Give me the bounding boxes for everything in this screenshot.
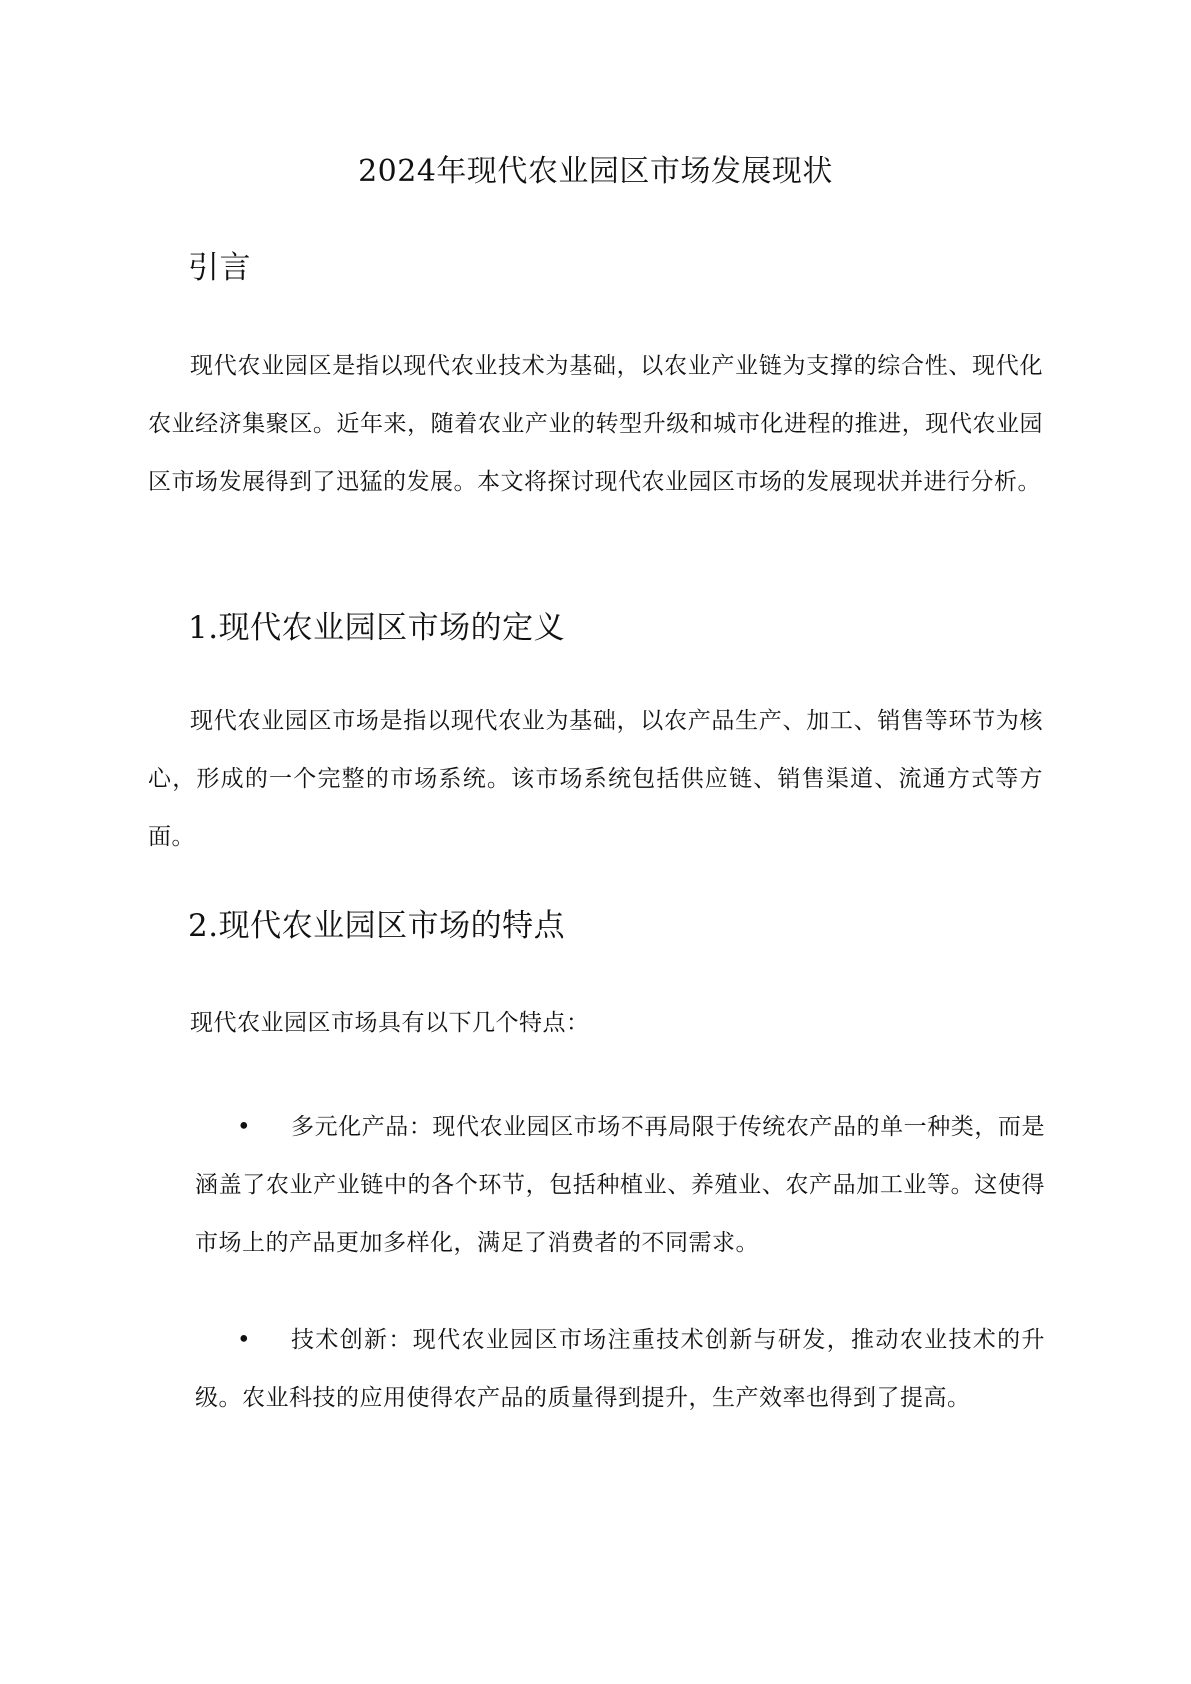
bullet-marker: • <box>237 1327 251 1353</box>
bullet-text: 多元化产品：现代农业园区市场不再局限于传统农产品的单一种类，而是涵盖了农业产业链中的各个环节，包括种植业、养殖业、农产品加工业等。这使得市场上的产品更加多样化，满足了消费者的不同需求。 <box>195 1114 1045 1256</box>
section-1-heading: 1.现代农业园区市场的定义 <box>188 610 566 646</box>
bullet-item-diverse-products <box>195 1098 1045 1272</box>
intro-paragraph: 现代农业园区是指以现代农业技术为基础，以农业产业链为支撑的综合性、现代化农业经济集聚区。近年来，随着农业产业的转型升级和城市化进程的推进，现代农业园区市场发展得到了迅猛的发展。本文将探讨现代农业园区市场的发展现状并进行分析。 <box>148 353 1043 495</box>
bullet-marker: • <box>237 1114 251 1140</box>
bullet-item-tech-innovation <box>195 1311 1045 1427</box>
intro-heading: 引言 <box>188 250 251 286</box>
document-title: 2024年现代农业园区市场发展现状 <box>358 154 833 189</box>
bullet-text: 技术创新：现代农业园区市场注重技术创新与研发，推动农业技术的升级。农业科技的应用使得农产品的质量得到提升，生产效率也得到了提高。 <box>195 1327 1045 1411</box>
section-1-paragraph: 现代农业园区市场是指以现代农业为基础，以农产品生产、加工、销售等环节为核心，形成的一个完整的市场系统。该市场系统包括供应链、销售渠道、流通方式等方面。 <box>148 708 1043 850</box>
section-2-heading: 2.现代农业园区市场的特点 <box>188 908 566 944</box>
section-2-lead: 现代农业园区市场具有以下几个特点： <box>190 1010 590 1036</box>
